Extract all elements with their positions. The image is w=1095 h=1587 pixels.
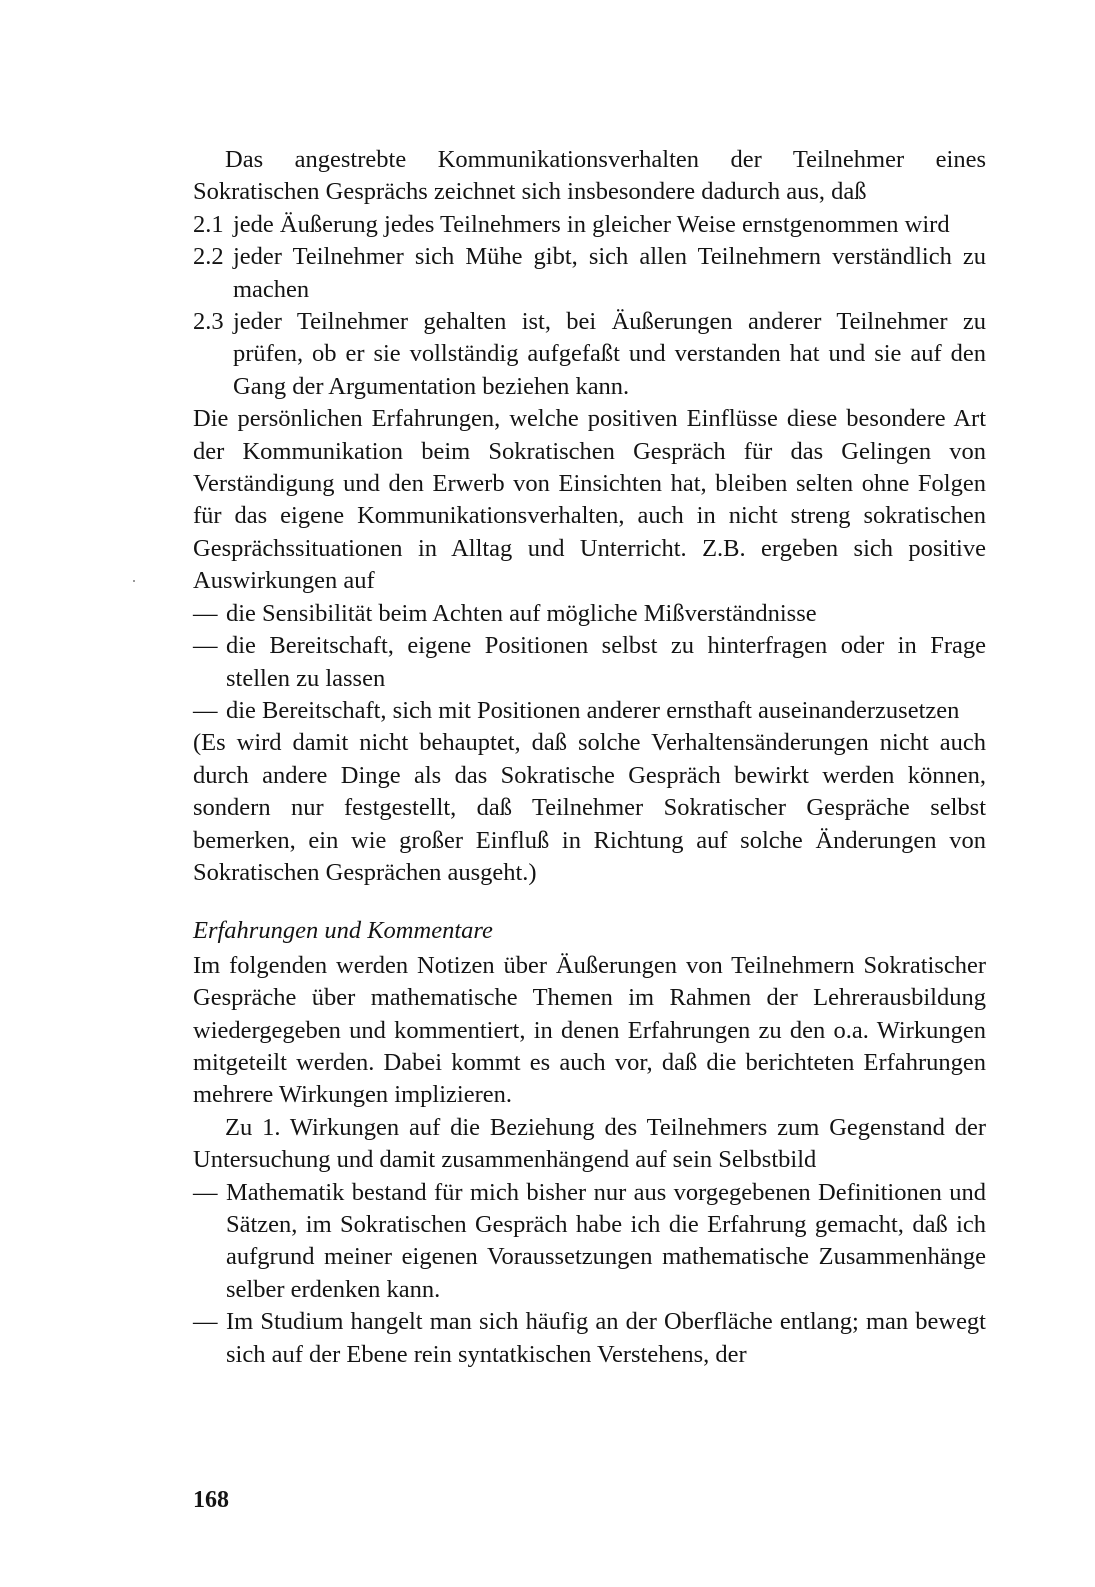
page-number: 168 [193, 1487, 229, 1513]
numbered-item [193, 209, 986, 241]
numbered-item [193, 306, 986, 403]
dash-marker: — [193, 599, 218, 627]
dash-item [193, 695, 986, 727]
item-number: 2.3 [193, 308, 224, 336]
item-number: 2.1 [193, 210, 224, 238]
dash-marker: — [193, 1178, 218, 1206]
dash-text: die Bereitschaft, eigene Positionen selbst zu hinterfragen oder in Frage stellen zu lassen [226, 632, 986, 692]
dash-list-effects [193, 598, 986, 728]
dash-text: Im Studium hangelt man sich häufig an der Oberfläche entlang; man bewegt sich auf der Ebene rein syntatkischen Verstehens, der [226, 1308, 986, 1368]
dash-item [193, 630, 986, 695]
body-text [193, 144, 986, 1371]
numbered-list [193, 209, 986, 403]
dash-marker: — [193, 696, 218, 724]
dash-marker: — [193, 1308, 218, 1336]
section-heading: Erfahrungen und Kommentare [193, 917, 493, 945]
dash-item [193, 598, 986, 630]
following-paragraph: Im folgenden werden Notizen über Äußerungen von Teilnehmern Sokratischer Gespräche über mathematische Themen im Rahmen der Lehrerausbildung wiedergegeben und kommentiert, in denen Erfahrungen zu den o.a. Wirkungen mitgeteilt werden. Dabei kommt es auch vor, daß die berichteten Erfahrungen mehrere Wirkungen implizieren. [193, 951, 986, 1109]
numbered-item [193, 241, 986, 306]
dash-text: die Sensibilität beim Achten auf mögliche Mißverständnisse [226, 599, 817, 627]
dash-item [193, 1306, 986, 1371]
dash-text: Mathematik bestand für mich bisher nur aus vorgegebenen Definitionen und Sätzen, im Sokratischen Gespräch habe ich die Erfahrung gemacht, daß ich aufgrund meiner eigenen Voraussetzungen mathematische Zusammenhänge selber erdenken kann. [226, 1178, 986, 1303]
zu1-paragraph: Zu 1. Wirkungen auf die Beziehung des Teilnehmers zum Gegenstand der Untersuchung und damit zusammenhängend auf sein Selbstbild [193, 1113, 986, 1174]
item-number: 2.2 [193, 243, 224, 271]
dash-text: die Bereitschaft, sich mit Positionen anderer ernsthaft auseinanderzusetzen [226, 696, 960, 724]
item-text: jede Äußerung jedes Teilnehmers in gleicher Weise ernstgenommen wird [233, 210, 950, 238]
intro-paragraph: Das angestrebte Kommunikationsverhalten der Teilnehmer eines Sokratischen Gesprächs zeichnet sich insbesondere dadurch aus, daß [193, 146, 986, 206]
note-paragraph: (Es wird damit nicht behauptet, daß solche Verhaltensänderungen nicht auch durch andere Dinge als das Sokratische Gespräch bewirkt werden können, sondern nur festgestellt, daß Teilnehmer Sokratischer Gespräche selbst bemerken, ein wie großer Einfluß in Richtung auf solche Änderungen von Sokratischen Gesprächen ausgeht.) [193, 729, 986, 886]
dash-item [193, 1177, 986, 1307]
dash-list-quotes [193, 1177, 986, 1371]
effects-paragraph: Die persönlichen Erfahrungen, welche positiven Einflüsse diese besondere Art der Kommunikation beim Sokratischen Gespräch für das Gelingen von Verständigung und den Erwerb von Einsichten hat, bleiben selten ohne Folgen für das eigene Kommunikationsverhalten, auch in nicht streng sokratischen Gesprächssituationen in Alltag und Unterricht. Z.B. ergeben sich positive Auswirkungen auf [193, 405, 986, 595]
scan-speck [133, 580, 135, 582]
dash-marker: — [193, 632, 218, 660]
item-text: jeder Teilnehmer sich Mühe gibt, sich allen Teilnehmern verständlich zu machen [233, 243, 986, 303]
item-text: jeder Teilnehmer gehalten ist, bei Äußerungen anderer Teilnehmer zu prüfen, ob er sie vollständig aufgefaßt und verstanden hat und sie auf den Gang der Argumentation beziehen kann. [233, 308, 986, 400]
